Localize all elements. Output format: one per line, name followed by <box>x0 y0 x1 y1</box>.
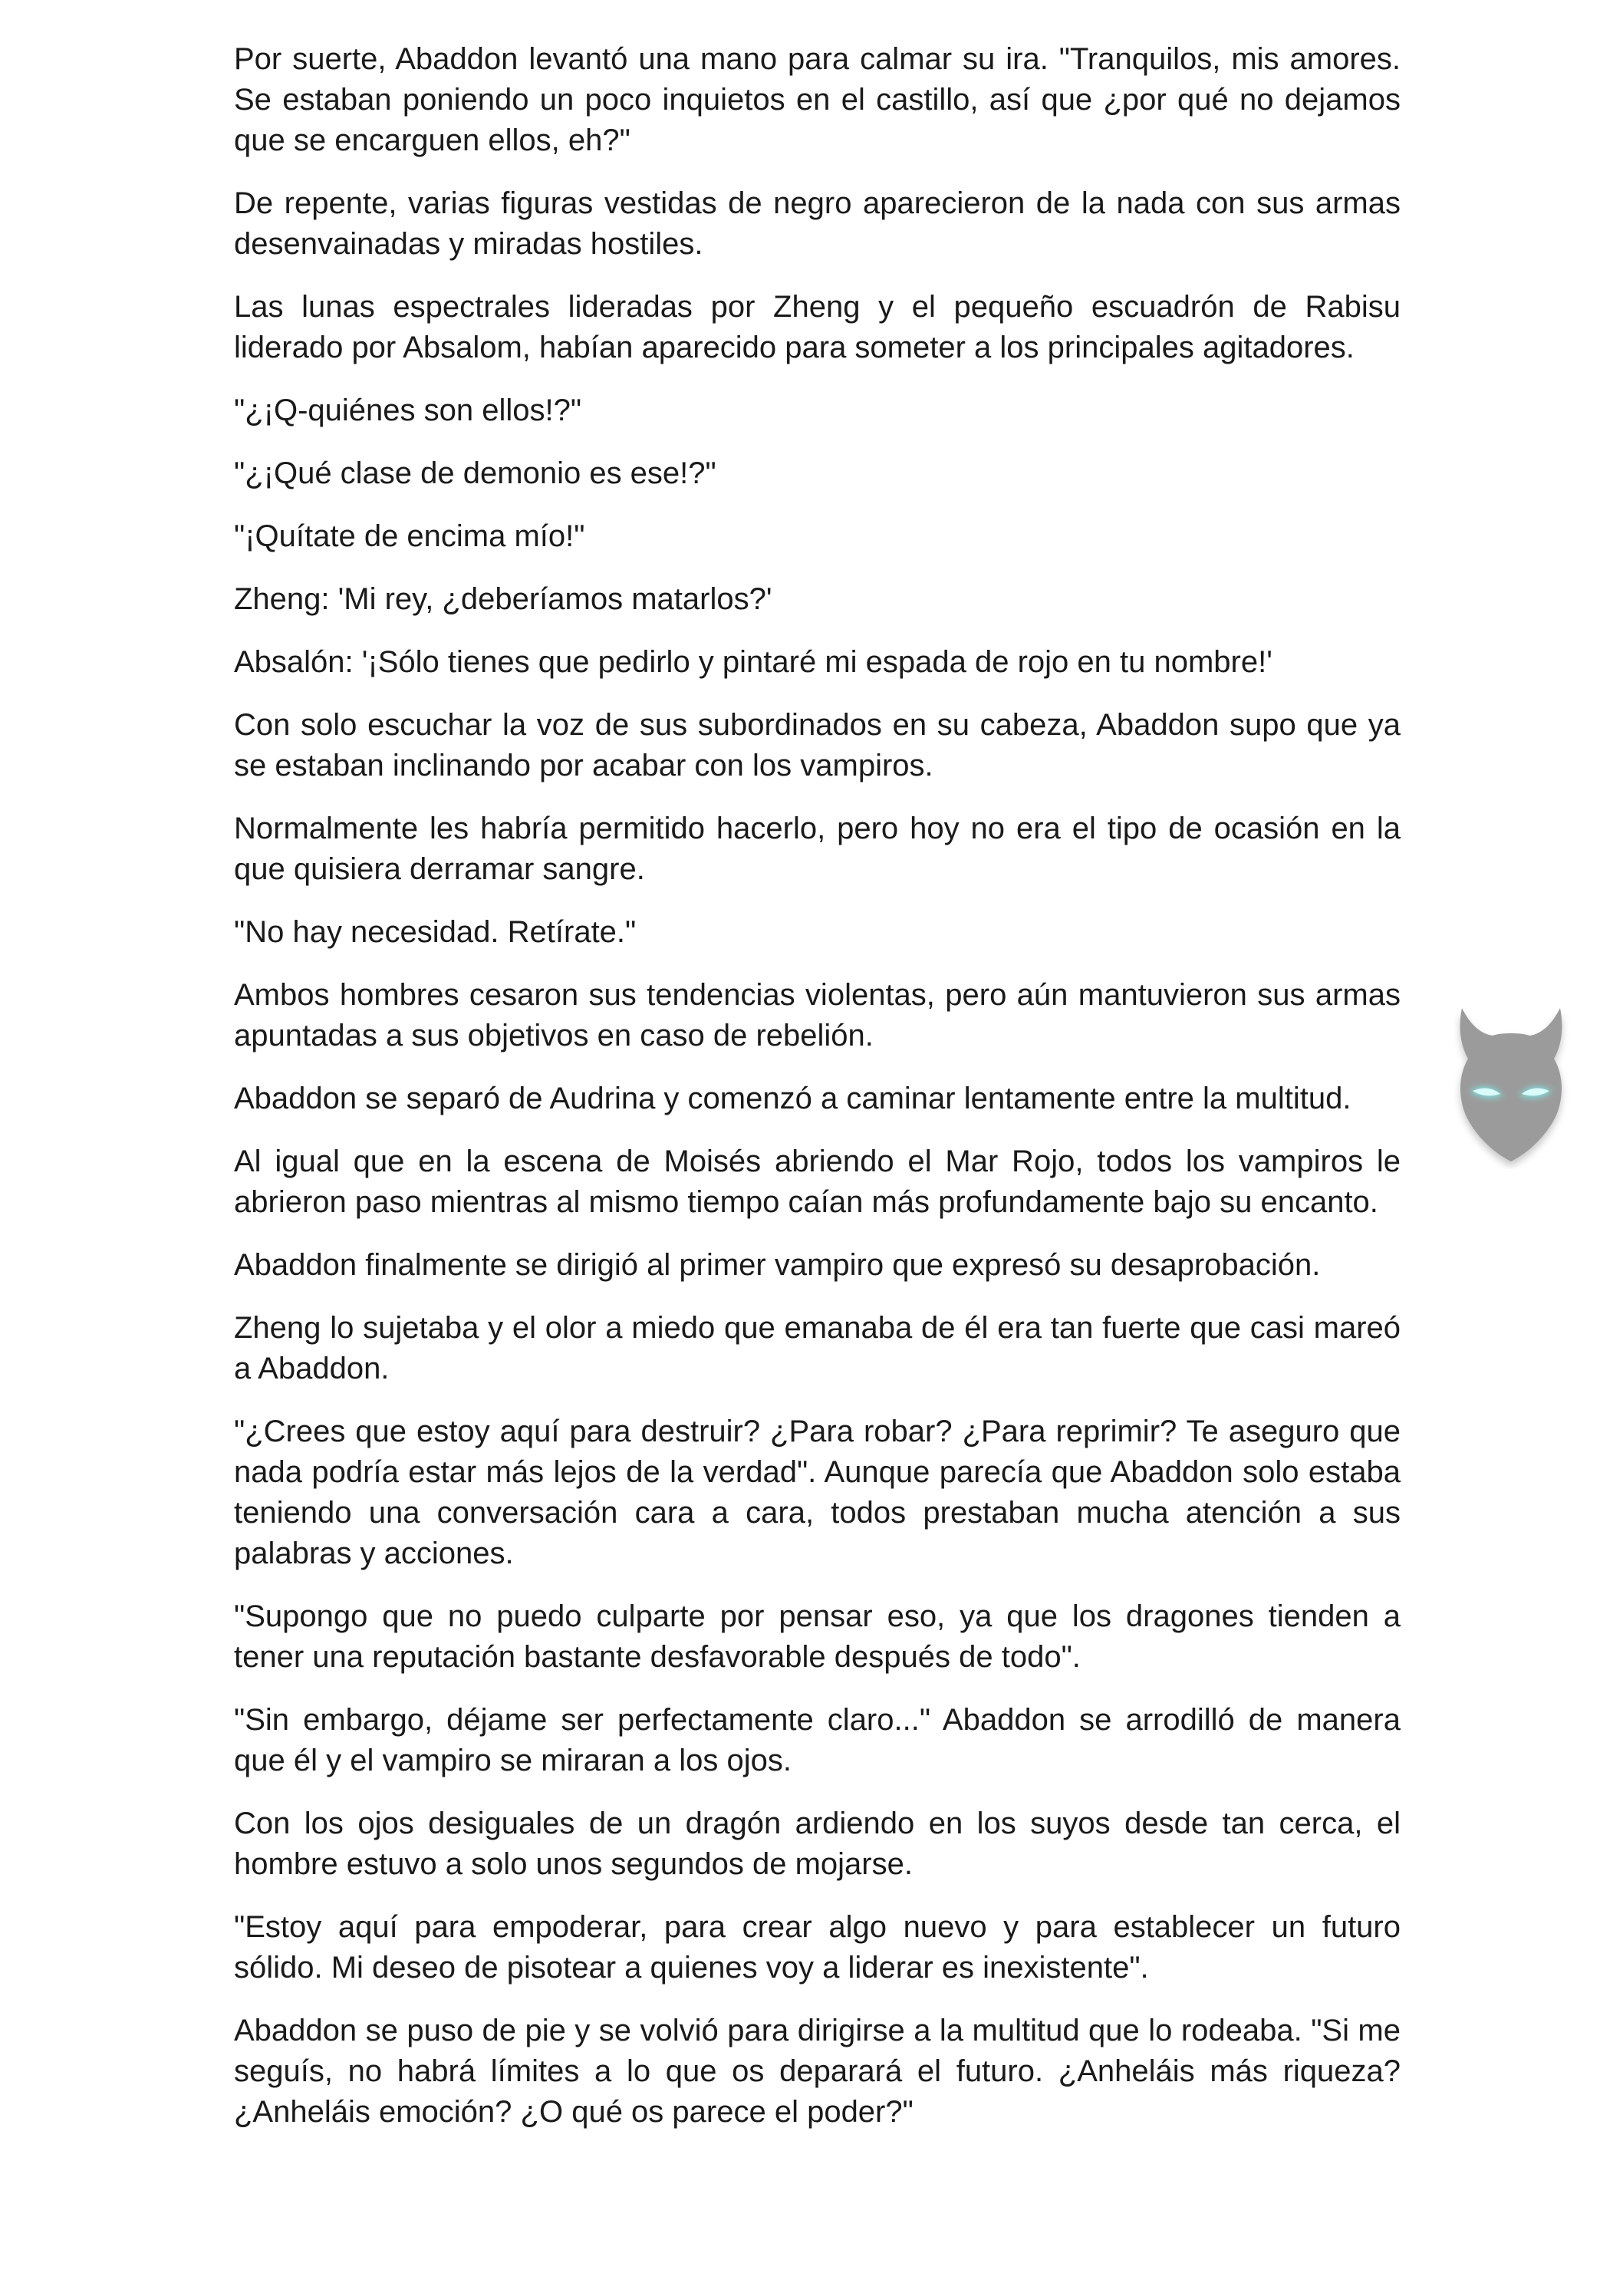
paragraph: Abaddon se separó de Audrina y comenzó a caminar lentamente entre la multitud. <box>234 1082 1351 1115</box>
demon-head-icon <box>1439 1000 1583 1169</box>
document-body <box>234 39 1401 2155</box>
paragraph: Con solo escuchar la voz de sus subordinados en su cabeza, Abaddon supo que ya se estaban inclinando por acabar con los vampiros. <box>234 708 1401 782</box>
paragraph: "¡Quítate de encima mío!" <box>234 519 585 553</box>
paragraph: Abaddon se puso de pie y se volvió para dirigirse a la multitud que lo rodeaba. "Si me seguís, no habrá límites a lo que os deparará el futuro. ¿Anheláis más riqueza? ¿Anheláis emoción? ¿O qué os parece el poder?" <box>234 2014 1401 2129</box>
paragraph: De repente, varias figuras vestidas de negro aparecieron de la nada con sus armas desenvainadas y miradas hostiles. <box>234 186 1401 261</box>
floating-reader-button[interactable] <box>1439 1000 1583 1169</box>
paragraph: "Supongo que no puedo culparte por pensar eso, ya que los dragones tienden a tener una reputación bastante desfavorable después de todo". <box>234 1599 1401 1674</box>
paragraph: "¿¡Qué clase de demonio es ese!?" <box>234 456 716 490</box>
paragraph: Zheng lo sujetaba y el olor a miedo que emanaba de él era tan fuerte que casi mareó a Abaddon. <box>234 1311 1401 1385</box>
paragraph: "Estoy aquí para empoderar, para crear algo nuevo y para establecer un futuro sólido. Mi deseo de pisotear a quienes voy a liderar es inexistente". <box>234 1910 1401 1985</box>
paragraph: "No hay necesidad. Retírate." <box>234 915 637 949</box>
paragraph: Ambos hombres cesaron sus tendencias violentas, pero aún mantuvieron sus armas apuntadas a sus objetivos en caso de rebelión. <box>234 978 1401 1052</box>
paragraph: Las lunas espectrales lideradas por Zheng y el pequeño escuadrón de Rabisu liderado por Absalom, habían aparecido para someter a los principales agitadores. <box>234 290 1401 364</box>
paragraph: Normalmente les habría permitido hacerlo, pero hoy no era el tipo de ocasión en la que quisiera derramar sangre. <box>234 812 1401 886</box>
paragraph: "¿¡Q-quiénes son ellos!?" <box>234 394 582 427</box>
paragraph: Absalón: '¡Sólo tienes que pedirlo y pintaré mi espada de rojo en tu nombre!' <box>234 645 1272 679</box>
paragraph: Por suerte, Abaddon levantó una mano para calmar su ira. "Tranquilos, mis amores. Se estaban poniendo un poco inquietos en el castillo, así que ¿por qué no dejamos que se encarguen ellos, eh?" <box>234 42 1401 157</box>
paragraph: Con los ojos desiguales de un dragón ardiendo en los suyos desde tan cerca, el hombre estuvo a solo unos segundos de mojarse. <box>234 1807 1401 1881</box>
paragraph: "Sin embargo, déjame ser perfectamente claro..." Abaddon se arrodilló de manera que él y el vampiro se miraran a los ojos. <box>234 1703 1401 1777</box>
paragraph: Al igual que en la escena de Moisés abriendo el Mar Rojo, todos los vampiros le abrieron paso mientras al mismo tiempo caían más profundamente bajo su encanto. <box>234 1145 1401 1219</box>
paragraph: Abaddon finalmente se dirigió al primer vampiro que expresó su desaprobación. <box>234 1248 1321 1282</box>
paragraph: "¿Crees que estoy aquí para destruir? ¿Para robar? ¿Para reprimir? Te aseguro que nada podría estar más lejos de la verdad". Aunque parecía que Abaddon solo estaba teniendo una conversación cara a cara, todos prestaban mucha atención a sus palabras y acciones. <box>234 1415 1401 1570</box>
paragraph: Zheng: 'Mi rey, ¿deberíamos matarlos?' <box>234 582 772 616</box>
